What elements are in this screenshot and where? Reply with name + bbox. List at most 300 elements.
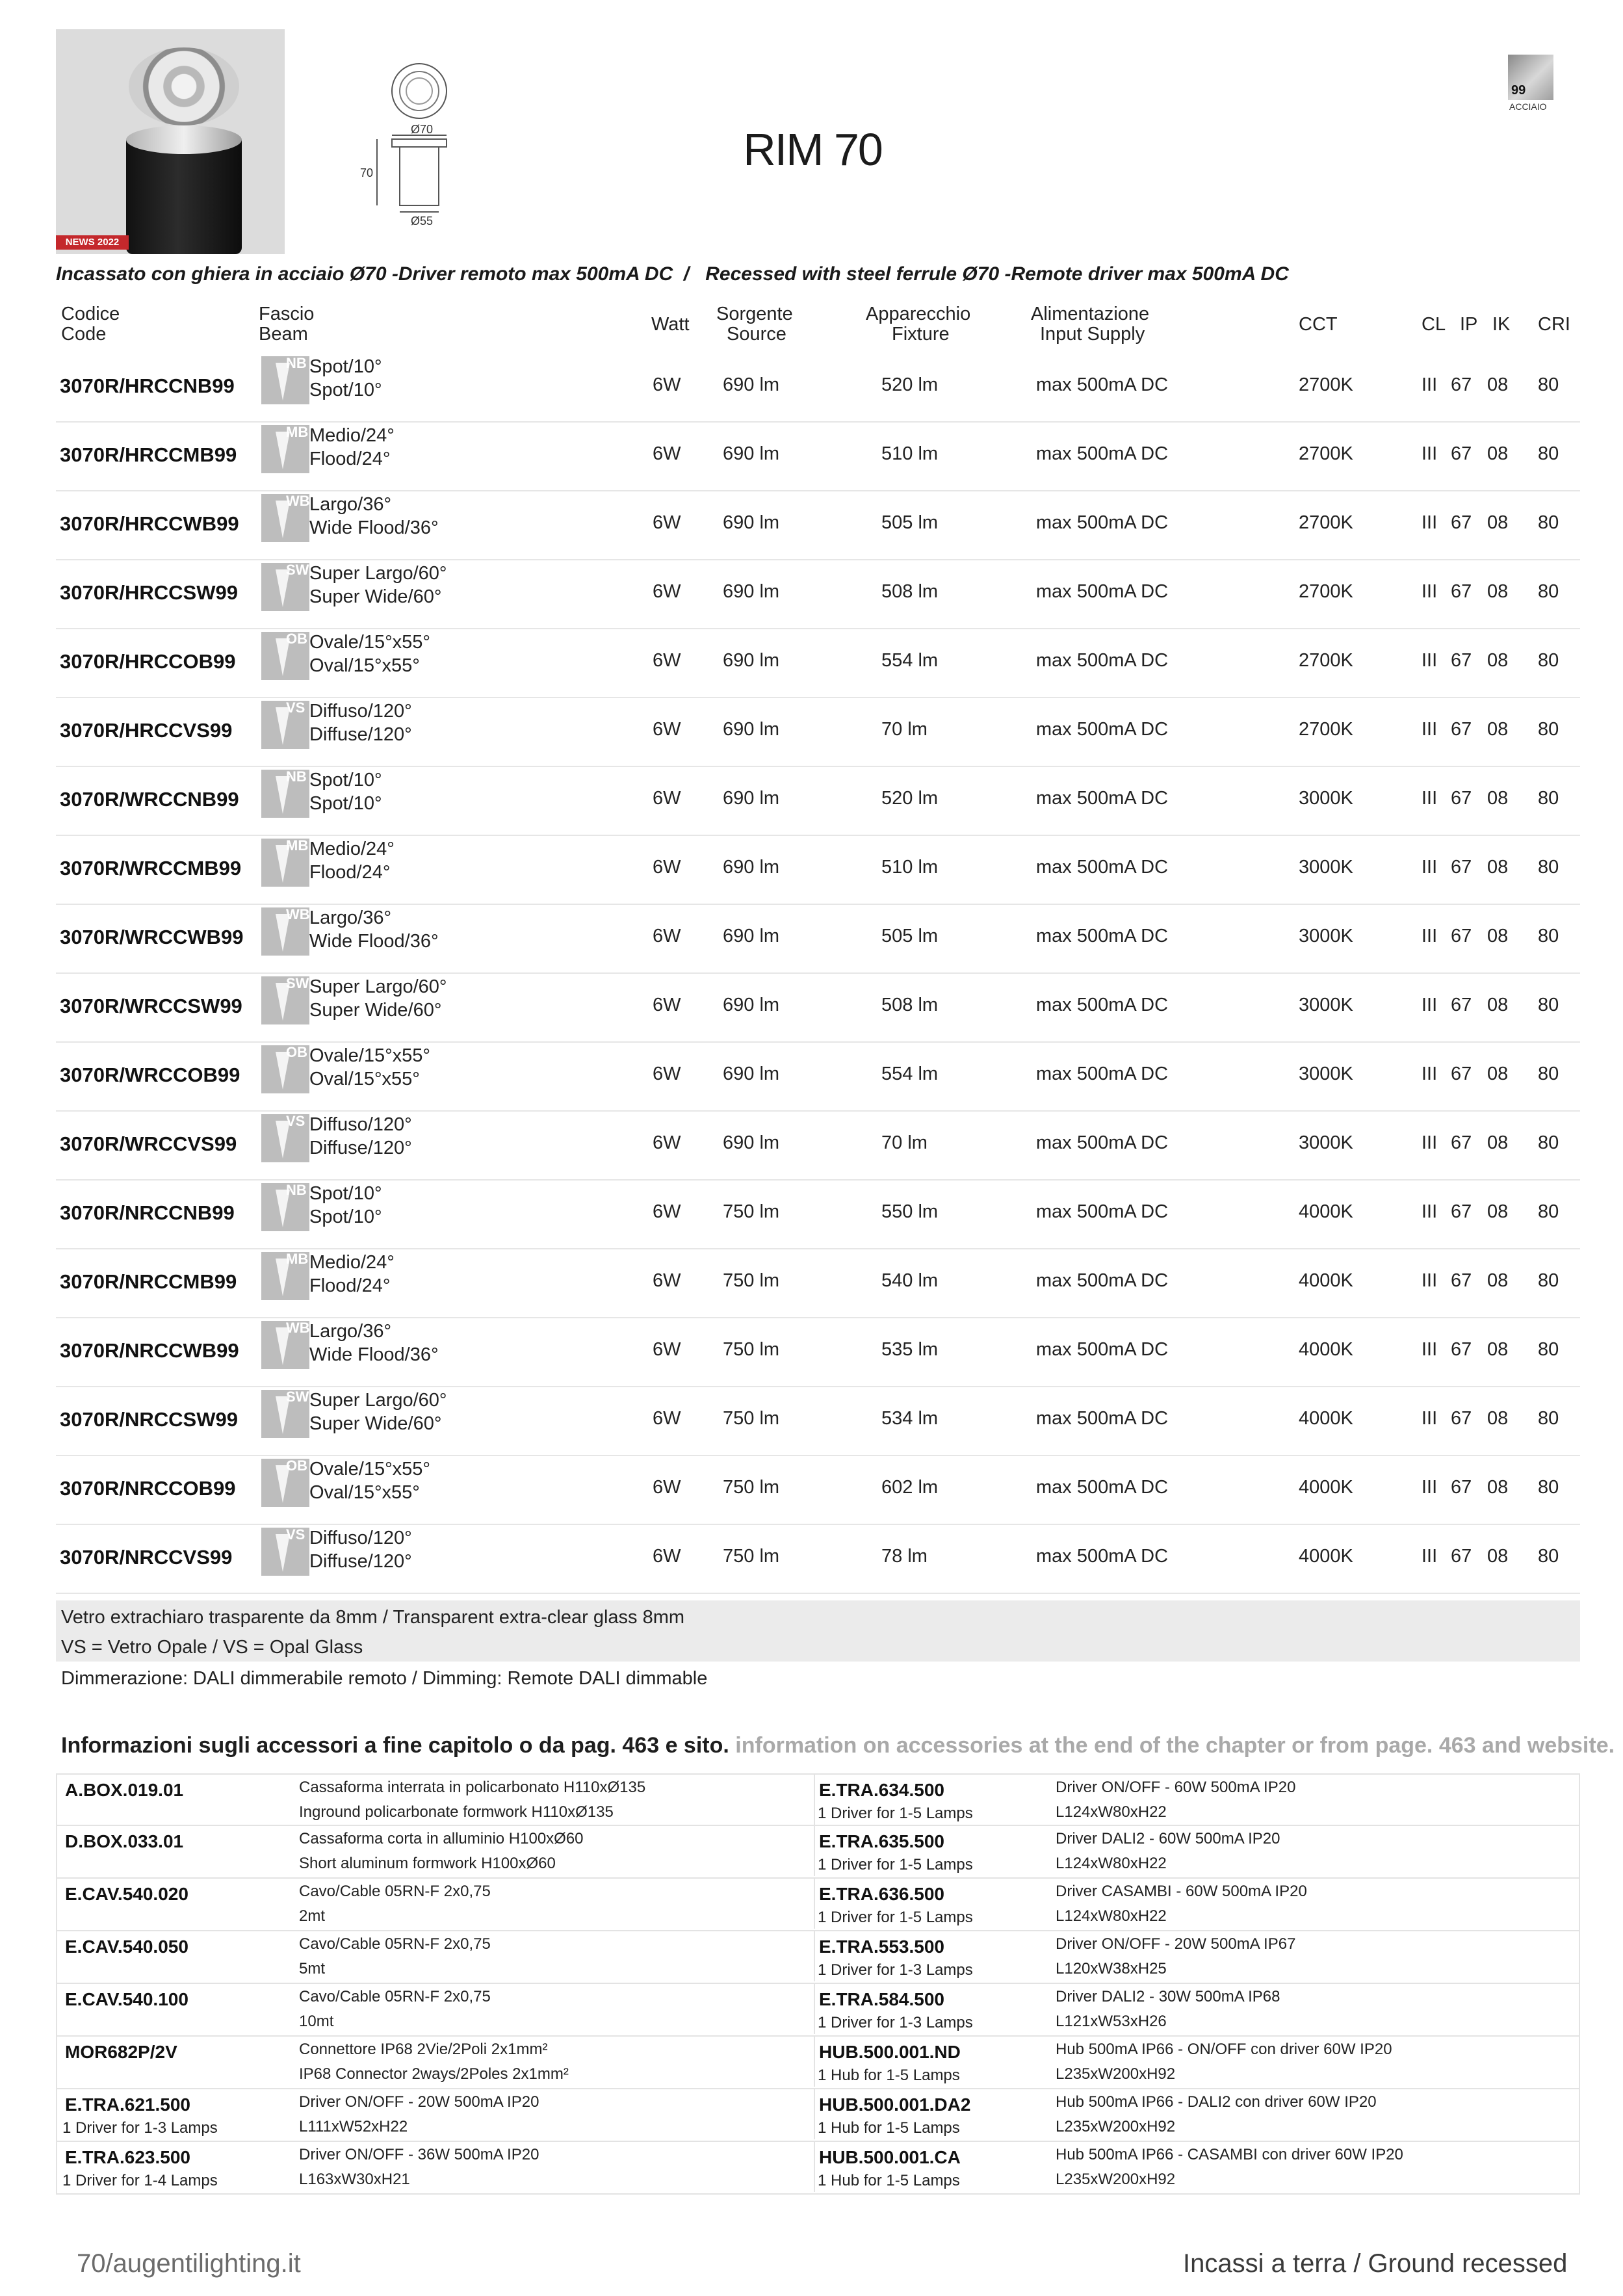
input-supply: max 500mA DC bbox=[1036, 926, 1169, 946]
source-lumen: 690 lm bbox=[723, 857, 780, 878]
footer-section: Incassi a terra / Ground recessed bbox=[1183, 2249, 1568, 2278]
beam-label-it: Largo/36° bbox=[309, 494, 392, 515]
beam-code: MB bbox=[286, 424, 309, 440]
ip-value: 67 bbox=[1451, 1546, 1472, 1567]
cct-value: 3000K bbox=[1299, 926, 1353, 946]
input-supply: max 500mA DC bbox=[1036, 1408, 1169, 1429]
cct-value: 4000K bbox=[1299, 1546, 1353, 1567]
cct-value: 3000K bbox=[1299, 788, 1353, 809]
drawing-diameter-top: Ø70 bbox=[411, 123, 434, 136]
table-row bbox=[56, 1524, 1580, 1594]
cri-value: 80 bbox=[1538, 788, 1559, 809]
cct-value: 4000K bbox=[1299, 1201, 1353, 1222]
ip-value: 67 bbox=[1451, 581, 1472, 602]
ip-value: 67 bbox=[1451, 857, 1472, 878]
column-divider bbox=[814, 2037, 815, 2087]
ik-value: 08 bbox=[1487, 443, 1509, 464]
finish-code: 99 bbox=[1511, 83, 1526, 98]
ip-value: 67 bbox=[1451, 1339, 1472, 1360]
accessory-desc-it: Cavo/Cable 05RN-F 2x0,75 bbox=[299, 1883, 491, 1900]
cct-value: 4000K bbox=[1299, 1477, 1353, 1498]
cl-value: III bbox=[1422, 512, 1438, 533]
beam-label-it: Medio/24° bbox=[309, 425, 395, 446]
accessory-desc-en: Inground policarbonate formwork H110xØ135 bbox=[299, 1803, 614, 1821]
beam-label-en: Diffuse/120° bbox=[309, 1138, 412, 1158]
cct-value: 2700K bbox=[1299, 443, 1353, 464]
fixture-lumen: 70 lm bbox=[881, 719, 928, 740]
beam-code: VS bbox=[286, 1526, 305, 1543]
watt-value: 6W bbox=[653, 1063, 681, 1084]
beam-label-it: Diffuso/120° bbox=[309, 1528, 412, 1548]
accessory-size: L124xW80xH22 bbox=[1056, 1907, 1167, 1925]
cri-value: 80 bbox=[1538, 650, 1559, 671]
ik-value: 08 bbox=[1487, 995, 1509, 1015]
accessories-title-en: information on accessories at the end of the chapter or from page. 463 and website. bbox=[735, 1733, 1615, 1758]
watt-value: 6W bbox=[653, 1132, 681, 1153]
cl-value: III bbox=[1422, 650, 1438, 671]
header-code-it: Codice bbox=[61, 304, 120, 324]
watt-value: 6W bbox=[653, 650, 681, 671]
fixture-lumen: 554 lm bbox=[881, 650, 939, 671]
product-code: 3070R/NRCCNB99 bbox=[60, 1201, 235, 1224]
ip-value: 67 bbox=[1451, 926, 1472, 946]
cri-value: 80 bbox=[1538, 857, 1559, 878]
source-lumen: 690 lm bbox=[723, 1063, 780, 1084]
input-supply: max 500mA DC bbox=[1036, 1339, 1169, 1360]
accessory-desc-it: Connettore IP68 2Vie/2Poli 2x1mm² bbox=[299, 2041, 548, 2058]
cct-value: 4000K bbox=[1299, 1270, 1353, 1291]
cri-value: 80 bbox=[1538, 719, 1559, 740]
cri-value: 80 bbox=[1538, 1477, 1559, 1498]
source-lumen: 690 lm bbox=[723, 650, 780, 671]
accessory-size: L124xW80xH22 bbox=[1056, 1855, 1167, 1872]
cl-value: III bbox=[1422, 581, 1438, 602]
beam-code: WB bbox=[286, 1320, 310, 1336]
table-row bbox=[56, 1386, 1580, 1456]
accessory-code: E.CAV.540.020 bbox=[65, 1884, 188, 1904]
drawing-height: 70 bbox=[360, 166, 374, 179]
ik-value: 08 bbox=[1487, 581, 1509, 602]
beam-code: NB bbox=[286, 1182, 307, 1198]
cl-value: III bbox=[1422, 788, 1438, 809]
drawing-body bbox=[400, 147, 439, 205]
ik-value: 08 bbox=[1487, 719, 1509, 740]
beam-code: OB bbox=[286, 631, 307, 647]
watt-value: 6W bbox=[653, 1477, 681, 1498]
finish-label: ACCIAIO bbox=[1509, 101, 1547, 112]
header-code-en: Code bbox=[61, 324, 107, 345]
cri-value: 80 bbox=[1538, 581, 1559, 602]
ik-value: 08 bbox=[1487, 512, 1509, 533]
source-lumen: 750 lm bbox=[723, 1201, 780, 1222]
accessory-desc-it: Cavo/Cable 05RN-F 2x0,75 bbox=[299, 1935, 491, 1953]
input-supply: max 500mA DC bbox=[1036, 1063, 1169, 1084]
product-code: 3070R/WRCCMB99 bbox=[60, 857, 242, 880]
watt-value: 6W bbox=[653, 1408, 681, 1429]
cl-value: III bbox=[1422, 1477, 1438, 1498]
beam-code: MB bbox=[286, 1251, 309, 1267]
beam-label-it: Ovale/15°x55° bbox=[309, 1045, 431, 1066]
ik-value: 08 bbox=[1487, 650, 1509, 671]
cri-value: 80 bbox=[1538, 926, 1559, 946]
product-code: 3070R/HRCCOB99 bbox=[60, 650, 236, 673]
source-lumen: 690 lm bbox=[723, 788, 780, 809]
ip-value: 67 bbox=[1451, 1132, 1472, 1153]
fixture-lumen: 510 lm bbox=[881, 857, 939, 878]
ip-value: 67 bbox=[1451, 374, 1472, 395]
source-lumen: 750 lm bbox=[723, 1546, 780, 1567]
input-supply: max 500mA DC bbox=[1036, 374, 1169, 395]
fixture-lumen: 510 lm bbox=[881, 443, 939, 464]
accessories-title-it: Informazioni sugli accessori a fine capitolo o da pag. 463 e sito. bbox=[61, 1733, 729, 1758]
ik-value: 08 bbox=[1487, 857, 1509, 878]
beam-code: SW bbox=[286, 562, 309, 578]
product-code: 3070R/HRCCMB99 bbox=[60, 443, 237, 466]
cl-value: III bbox=[1422, 1063, 1438, 1084]
beam-label-en: Flood/24° bbox=[309, 862, 391, 883]
fixture-lumen: 550 lm bbox=[881, 1201, 939, 1222]
input-supply: max 500mA DC bbox=[1036, 1270, 1169, 1291]
accessory-desc-en: L163xW30xH21 bbox=[299, 2171, 410, 2188]
source-lumen: 690 lm bbox=[723, 512, 780, 533]
ik-value: 08 bbox=[1487, 1201, 1509, 1222]
accessory-desc: Driver DALI2 - 30W 500mA IP68 bbox=[1056, 1988, 1280, 2005]
header-beam-it: Fascio bbox=[259, 304, 315, 324]
beam-label-it: Largo/36° bbox=[309, 1321, 392, 1342]
table-row bbox=[56, 835, 1580, 905]
accessory-desc-en: L111xW52xH22 bbox=[299, 2118, 408, 2135]
watt-value: 6W bbox=[653, 443, 681, 464]
source-lumen: 690 lm bbox=[723, 926, 780, 946]
fixture-lumen: 505 lm bbox=[881, 926, 939, 946]
beam-code: WB bbox=[286, 906, 310, 922]
product-photo bbox=[56, 29, 285, 254]
header-cri: CRI bbox=[1538, 314, 1570, 335]
product-code: 3070R/NRCCWB99 bbox=[60, 1339, 239, 1362]
cl-value: III bbox=[1422, 1408, 1438, 1429]
source-lumen: 690 lm bbox=[723, 995, 780, 1015]
header-cl: CL bbox=[1422, 314, 1446, 335]
ip-value: 67 bbox=[1451, 512, 1472, 533]
cri-value: 80 bbox=[1538, 1546, 1559, 1567]
table-row bbox=[56, 421, 1580, 491]
source-lumen: 690 lm bbox=[723, 719, 780, 740]
table-row bbox=[56, 766, 1580, 836]
table-row bbox=[56, 972, 1580, 1043]
input-supply: max 500mA DC bbox=[1036, 1201, 1169, 1222]
watt-value: 6W bbox=[653, 374, 681, 395]
fixture-lumen: 505 lm bbox=[881, 512, 939, 533]
accessory-row bbox=[56, 2089, 1580, 2142]
beam-label-it: Medio/24° bbox=[309, 839, 395, 859]
fixture-lumen: 554 lm bbox=[881, 1063, 939, 1084]
product-code: 3070R/HRCCWB99 bbox=[60, 512, 239, 535]
watt-value: 6W bbox=[653, 788, 681, 809]
beam-label-en: Spot/10° bbox=[309, 793, 382, 814]
accessory-code: E.TRA.584.500 bbox=[819, 1989, 944, 2009]
product-subtitle: Incassato con ghiera in acciaio Ø70 -Driver remoto max 500mA DC / Recessed with steel ferrule Ø70 -Remote driver max 500mA DC bbox=[56, 263, 1289, 285]
accessory-row bbox=[56, 1984, 1580, 2037]
column-divider bbox=[814, 1984, 815, 2034]
accessory-code: E.TRA.636.500 bbox=[819, 1884, 944, 1904]
accessory-code: D.BOX.033.01 bbox=[65, 1831, 184, 1851]
accessory-size: L235xW200xH92 bbox=[1056, 2171, 1176, 2188]
cct-value: 2700K bbox=[1299, 374, 1353, 395]
accessory-size: L235xW200xH92 bbox=[1056, 2118, 1176, 2135]
header-ik: IK bbox=[1492, 314, 1511, 335]
input-supply: max 500mA DC bbox=[1036, 857, 1169, 878]
accessory-sub: 1 Hub for 1-5 Lamps bbox=[818, 2119, 960, 2137]
beam-label-it: Diffuso/120° bbox=[309, 701, 412, 722]
beam-label-en: Flood/24° bbox=[309, 449, 391, 469]
column-divider bbox=[814, 1879, 815, 1929]
cl-value: III bbox=[1422, 926, 1438, 946]
table-row bbox=[56, 1041, 1580, 1112]
accessory-desc: Hub 500mA IP66 - ON/OFF con driver 60W IP20 bbox=[1056, 2041, 1392, 2058]
product-ring bbox=[129, 47, 239, 125]
beam-label-it: Spot/10° bbox=[309, 356, 382, 377]
input-supply: max 500mA DC bbox=[1036, 650, 1169, 671]
cri-value: 80 bbox=[1538, 443, 1559, 464]
accessory-code: E.TRA.635.500 bbox=[819, 1831, 944, 1851]
column-divider bbox=[814, 1826, 815, 1876]
accessory-code: E.CAV.540.100 bbox=[65, 1989, 188, 2009]
accessory-desc-it: Cassaforma interrata in policarbonato H110xØ135 bbox=[299, 1779, 646, 1796]
accessory-size: L124xW80xH22 bbox=[1056, 1803, 1167, 1821]
input-supply: max 500mA DC bbox=[1036, 1546, 1169, 1567]
accessory-code: HUB.500.001.DA2 bbox=[819, 2094, 971, 2115]
beam-label-en: Flood/24° bbox=[309, 1275, 391, 1296]
cri-value: 80 bbox=[1538, 1063, 1559, 1084]
product-code: 3070R/WRCCWB99 bbox=[60, 926, 244, 948]
header-fixture-it: Apparecchio bbox=[866, 304, 971, 324]
beam-label-en: Super Wide/60° bbox=[309, 1000, 442, 1021]
cri-value: 80 bbox=[1538, 1132, 1559, 1153]
beam-label-en: Wide Flood/36° bbox=[309, 1344, 439, 1365]
ik-value: 08 bbox=[1487, 374, 1509, 395]
cri-value: 80 bbox=[1538, 1201, 1559, 1222]
input-supply: max 500mA DC bbox=[1036, 995, 1169, 1015]
cct-value: 2700K bbox=[1299, 512, 1353, 533]
product-code: 3070R/NRCCSW99 bbox=[60, 1408, 238, 1431]
beam-label-en: Oval/15°x55° bbox=[309, 1482, 420, 1503]
ik-value: 08 bbox=[1487, 926, 1509, 946]
beam-label-it: Super Largo/60° bbox=[309, 563, 447, 584]
accessory-desc-it: Cassaforma corta in alluminio H100xØ60 bbox=[299, 1830, 584, 1847]
beam-code: WB bbox=[286, 493, 310, 509]
input-supply: max 500mA DC bbox=[1036, 443, 1169, 464]
cri-value: 80 bbox=[1538, 995, 1559, 1015]
accessory-desc-it: Cavo/Cable 05RN-F 2x0,75 bbox=[299, 1988, 491, 2005]
product-code: 3070R/WRCCVS99 bbox=[60, 1132, 237, 1155]
accessory-desc-it: Driver ON/OFF - 20W 500mA IP20 bbox=[299, 2093, 539, 2111]
table-row bbox=[56, 1455, 1580, 1525]
watt-value: 6W bbox=[653, 1201, 681, 1222]
accessory-sub: 1 Driver for 1-3 Lamps bbox=[62, 2119, 218, 2137]
watt-value: 6W bbox=[653, 719, 681, 740]
product-code: 3070R/HRCCNB99 bbox=[60, 374, 235, 397]
cri-value: 80 bbox=[1538, 374, 1559, 395]
accessory-code: HUB.500.001.ND bbox=[819, 2042, 961, 2062]
table-row bbox=[56, 352, 1580, 423]
accessory-desc: Driver CASAMBI - 60W 500mA IP20 bbox=[1056, 1883, 1307, 1900]
note-dimming: Dimmerazione: DALI dimmerabile remoto / Dimming: Remote DALI dimmable bbox=[61, 1668, 708, 1689]
ik-value: 08 bbox=[1487, 788, 1509, 809]
source-lumen: 690 lm bbox=[723, 374, 780, 395]
product-code: 3070R/WRCCOB99 bbox=[60, 1063, 240, 1086]
cct-value: 3000K bbox=[1299, 1132, 1353, 1153]
header-watt: Watt bbox=[651, 314, 690, 335]
accessory-desc: Driver ON/OFF - 20W 500mA IP67 bbox=[1056, 1935, 1296, 1953]
accessory-row bbox=[56, 1879, 1580, 1931]
accessory-sub: 1 Driver for 1-5 Lamps bbox=[818, 1805, 973, 1822]
drawing-top-lens bbox=[406, 78, 432, 104]
cri-value: 80 bbox=[1538, 1408, 1559, 1429]
drawing-diameter-bottom: Ø55 bbox=[411, 215, 434, 228]
fixture-lumen: 508 lm bbox=[881, 581, 939, 602]
ip-value: 67 bbox=[1451, 1408, 1472, 1429]
watt-value: 6W bbox=[653, 581, 681, 602]
cct-value: 3000K bbox=[1299, 1063, 1353, 1084]
table-row bbox=[56, 697, 1580, 767]
cl-value: III bbox=[1422, 443, 1438, 464]
accessory-size: L235xW200xH92 bbox=[1056, 2065, 1176, 2083]
beam-label-en: Spot/10° bbox=[309, 380, 382, 400]
cri-value: 80 bbox=[1538, 1270, 1559, 1291]
accessory-row bbox=[56, 1826, 1580, 1879]
column-divider bbox=[814, 1931, 815, 1981]
table-header bbox=[56, 304, 1580, 352]
accessory-desc-en: 2mt bbox=[299, 1907, 326, 1925]
fixture-lumen: 602 lm bbox=[881, 1477, 939, 1498]
fixture-lumen: 70 lm bbox=[881, 1132, 928, 1153]
accessory-code: E.TRA.553.500 bbox=[819, 1937, 944, 1957]
fixture-lumen: 78 lm bbox=[881, 1546, 928, 1567]
accessory-code: E.CAV.540.050 bbox=[65, 1937, 188, 1957]
accessory-code: HUB.500.001.CA bbox=[819, 2147, 961, 2167]
product-title: RIM 70 bbox=[743, 124, 882, 175]
cl-value: III bbox=[1422, 719, 1438, 740]
source-lumen: 750 lm bbox=[723, 1408, 780, 1429]
note-opal: VS = Vetro Opale / VS = Opal Glass bbox=[61, 1637, 363, 1658]
beam-label-en: Wide Flood/36° bbox=[309, 931, 439, 952]
source-lumen: 690 lm bbox=[723, 1132, 780, 1153]
accessory-desc: Driver DALI2 - 60W 500mA IP20 bbox=[1056, 1830, 1280, 1847]
cct-value: 4000K bbox=[1299, 1408, 1353, 1429]
accessory-sub: 1 Driver for 1-3 Lamps bbox=[818, 1961, 973, 1979]
header-source-en: Source bbox=[727, 324, 786, 345]
beam-code: NB bbox=[286, 355, 307, 371]
product-code: 3070R/NRCCOB99 bbox=[60, 1477, 236, 1500]
column-divider bbox=[814, 2142, 815, 2192]
beam-label-en: Oval/15°x55° bbox=[309, 1069, 420, 1089]
ik-value: 08 bbox=[1487, 1063, 1509, 1084]
accessory-code: E.TRA.623.500 bbox=[65, 2147, 190, 2167]
beam-label-en: Super Wide/60° bbox=[309, 1413, 442, 1434]
table-row bbox=[56, 1317, 1580, 1387]
beam-label-en: Spot/10° bbox=[309, 1207, 382, 1227]
beam-label-it: Spot/10° bbox=[309, 770, 382, 790]
fixture-lumen: 535 lm bbox=[881, 1339, 939, 1360]
beam-label-en: Diffuse/120° bbox=[309, 1551, 412, 1572]
ip-value: 67 bbox=[1451, 719, 1472, 740]
cct-value: 2700K bbox=[1299, 581, 1353, 602]
cl-value: III bbox=[1422, 1132, 1438, 1153]
accessory-row bbox=[56, 2142, 1580, 2195]
source-lumen: 750 lm bbox=[723, 1339, 780, 1360]
beam-label-en: Oval/15°x55° bbox=[309, 655, 420, 676]
input-supply: max 500mA DC bbox=[1036, 788, 1169, 809]
cl-value: III bbox=[1422, 1339, 1438, 1360]
header-fixture-en: Fixture bbox=[892, 324, 950, 345]
cri-value: 80 bbox=[1538, 512, 1559, 533]
accessory-sub: 1 Hub for 1-5 Lamps bbox=[818, 2067, 960, 2084]
input-supply: max 500mA DC bbox=[1036, 719, 1169, 740]
cct-value: 3000K bbox=[1299, 857, 1353, 878]
news-badge: NEWS 2022 bbox=[56, 235, 129, 250]
product-code: 3070R/HRCCVS99 bbox=[60, 719, 233, 742]
beam-code: VS bbox=[286, 699, 305, 716]
footer-page-url[interactable]: 70/augentilighting.it bbox=[77, 2249, 301, 2278]
beam-label-en: Super Wide/60° bbox=[309, 586, 442, 607]
ip-value: 67 bbox=[1451, 1201, 1472, 1222]
source-lumen: 750 lm bbox=[723, 1477, 780, 1498]
accessory-sub: 1 Driver for 1-5 Lamps bbox=[818, 1909, 973, 1926]
ip-value: 67 bbox=[1451, 1270, 1472, 1291]
product-code: 3070R/NRCCVS99 bbox=[60, 1546, 233, 1569]
cct-value: 2700K bbox=[1299, 650, 1353, 671]
table-row bbox=[56, 490, 1580, 560]
beam-label-it: Ovale/15°x55° bbox=[309, 632, 431, 653]
accessory-desc: Driver ON/OFF - 60W 500mA IP20 bbox=[1056, 1779, 1296, 1796]
table-row bbox=[56, 1179, 1580, 1249]
beam-code: VS bbox=[286, 1113, 305, 1129]
accessory-desc-en: Short aluminum formwork H100xØ60 bbox=[299, 1855, 556, 1872]
ip-value: 67 bbox=[1451, 443, 1472, 464]
header-supply-en: Input Supply bbox=[1040, 324, 1145, 345]
header-cct: CCT bbox=[1299, 314, 1338, 335]
beam-label-en: Diffuse/120° bbox=[309, 724, 412, 745]
column-divider bbox=[814, 1775, 815, 1825]
product-code: 3070R/WRCCNB99 bbox=[60, 788, 239, 811]
source-lumen: 690 lm bbox=[723, 443, 780, 464]
input-supply: max 500mA DC bbox=[1036, 581, 1169, 602]
product-body bbox=[126, 140, 242, 254]
input-supply: max 500mA DC bbox=[1036, 512, 1169, 533]
drawing-flange bbox=[392, 139, 447, 147]
accessory-row bbox=[56, 1773, 1580, 1826]
ip-value: 67 bbox=[1451, 650, 1472, 671]
ik-value: 08 bbox=[1487, 1477, 1509, 1498]
accessory-sub: 1 Hub for 1-5 Lamps bbox=[818, 2172, 960, 2189]
accessories-title bbox=[61, 1733, 1615, 1758]
ik-value: 08 bbox=[1487, 1408, 1509, 1429]
input-supply: max 500mA DC bbox=[1036, 1132, 1169, 1153]
table-row bbox=[56, 559, 1580, 629]
fixture-lumen: 520 lm bbox=[881, 374, 939, 395]
cl-value: III bbox=[1422, 995, 1438, 1015]
accessory-code: MOR682P/2V bbox=[65, 2042, 177, 2062]
beam-label-it: Super Largo/60° bbox=[309, 976, 447, 997]
cct-value: 2700K bbox=[1299, 719, 1353, 740]
watt-value: 6W bbox=[653, 1339, 681, 1360]
product-code: 3070R/HRCCSW99 bbox=[60, 581, 238, 604]
fixture-lumen: 520 lm bbox=[881, 788, 939, 809]
ip-value: 67 bbox=[1451, 995, 1472, 1015]
accessory-row bbox=[56, 1931, 1580, 1984]
ik-value: 08 bbox=[1487, 1546, 1509, 1567]
beam-label-it: Spot/10° bbox=[309, 1183, 382, 1204]
